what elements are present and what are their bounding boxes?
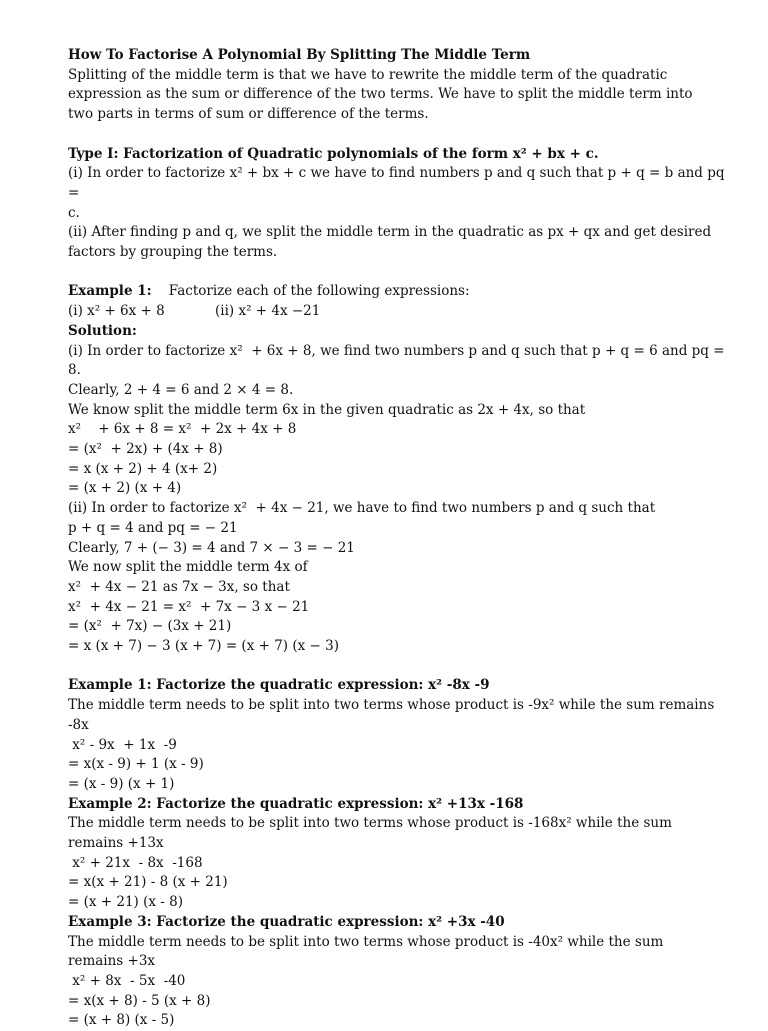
spacer (68, 657, 732, 677)
example1b-line: x² - 9x + 1x -9 (68, 736, 177, 753)
solution-line: = x (x + 7) − 3 (x + 7) = (x + 7) (x − 3) (68, 638, 339, 655)
spacer (68, 263, 732, 283)
example3-heading: Example 3: Factorize the quadratic expression: x² +3x -40 (68, 913, 505, 930)
solution-line: x² + 4x − 21 as 7x − 3x, so that (68, 578, 290, 595)
example1b-line: -8x (68, 716, 89, 733)
solution-line: (i) In order to factorize x² + 6x + 8, we find two numbers p and q such that p + q = 6 and pq = 8. (68, 342, 729, 379)
example2-heading: Example 2: Factorize the quadratic expression: x² +13x -168 (68, 795, 524, 812)
solution-line: x² + 4x − 21 = x² + 7x − 3 x − 21 (68, 598, 310, 615)
solution-line: Clearly, 2 + 4 = 6 and 2 × 4 = 8. (68, 381, 294, 398)
example1-label: Example 1: (68, 283, 152, 300)
solution-line: Clearly, 7 + (− 3) = 4 and 7 × − 3 = − 21 (68, 539, 355, 556)
spacer (68, 125, 732, 145)
solution-line: We know split the middle term 6x in the given quadratic as 2x + 4x, so that (68, 401, 586, 418)
document-body (68, 46, 732, 1031)
example2-line: The middle term needs to be split into two terms whose product is -168x² while the sum (68, 815, 672, 832)
solution-line: p + q = 4 and pq = − 21 (68, 519, 238, 536)
example1b-line: = x(x - 9) + 1 (x - 9) (68, 756, 204, 773)
type1-heading: Type I: Factorization of Quadratic polynomials of the form x² + bx + c. (68, 145, 599, 162)
solution-line: = (x + 2) (x + 4) (68, 480, 182, 497)
example1-part-i: (i) x² + 6x + 8 (68, 303, 165, 320)
solution-line: (ii) In order to factorize x² + 4x − 21, we have to find two numbers p and q such that (68, 500, 656, 517)
solution-line: = x (x + 2) + 4 (x+ 2) (68, 460, 218, 477)
type1-line: (ii) After finding p and q, we split the middle term in the quadratic as px + qx and get desired (68, 224, 712, 241)
type1-line: c. (68, 204, 80, 221)
solution-line: We now split the middle term 4x of (68, 559, 308, 576)
type1-line: (i) In order to factorize x² + bx + c we have to find numbers p and q such that p + q = b and pq = (68, 165, 729, 201)
example1-parts-row (68, 302, 732, 322)
example2-line: = x(x + 21) - 8 (x + 21) (68, 874, 228, 891)
example1-prompt-row (68, 282, 732, 302)
type1-line: factors by grouping the terms. (68, 244, 278, 261)
solution-line: x² + 6x + 8 = x² + 2x + 4x + 8 (68, 421, 297, 438)
solution-label: Solution: (68, 322, 137, 339)
document-title: How To Factorise A Polynomial By Splitting The Middle Term (68, 47, 531, 63)
example1b-heading: Example 1: Factorize the quadratic expression: x² -8x -9 (68, 677, 490, 694)
intro-line: expression as the sum or difference of the two terms. We have to split the middle term into (68, 86, 693, 103)
example1-prompt: Factorize each of the following expressions: (168, 283, 470, 300)
example1b-line: = (x - 9) (x + 1) (68, 775, 175, 792)
example1b-line: The middle term needs to be split into two terms whose product is -9x² while the sum remains (68, 697, 715, 714)
example1-part-ii: (ii) x² + 4x −21 (215, 303, 321, 320)
example2-line: remains +13x (68, 835, 164, 852)
intro-line: Splitting of the middle term is that we have to rewrite the middle term of the quadratic (68, 66, 668, 83)
example3-line: remains +3x (68, 953, 156, 970)
intro-line: two parts in terms of sum or difference of the terms. (68, 106, 429, 123)
example3-line: The middle term needs to be split into two terms whose product is -40x² while the sum (68, 933, 664, 950)
solution-line: = (x² + 7x) − (3x + 21) (68, 618, 232, 635)
example3-line: = (x + 8) (x - 5) (68, 1012, 175, 1029)
example2-line: x² + 21x - 8x -168 (68, 854, 203, 871)
example3-line: = x(x + 8) - 5 (x + 8) (68, 992, 211, 1009)
example3-line: x² + 8x - 5x -40 (68, 973, 186, 989)
solution-line: = (x² + 2x) + (4x + 8) (68, 441, 223, 458)
example2-line: = (x + 21) (x - 8) (68, 894, 183, 911)
